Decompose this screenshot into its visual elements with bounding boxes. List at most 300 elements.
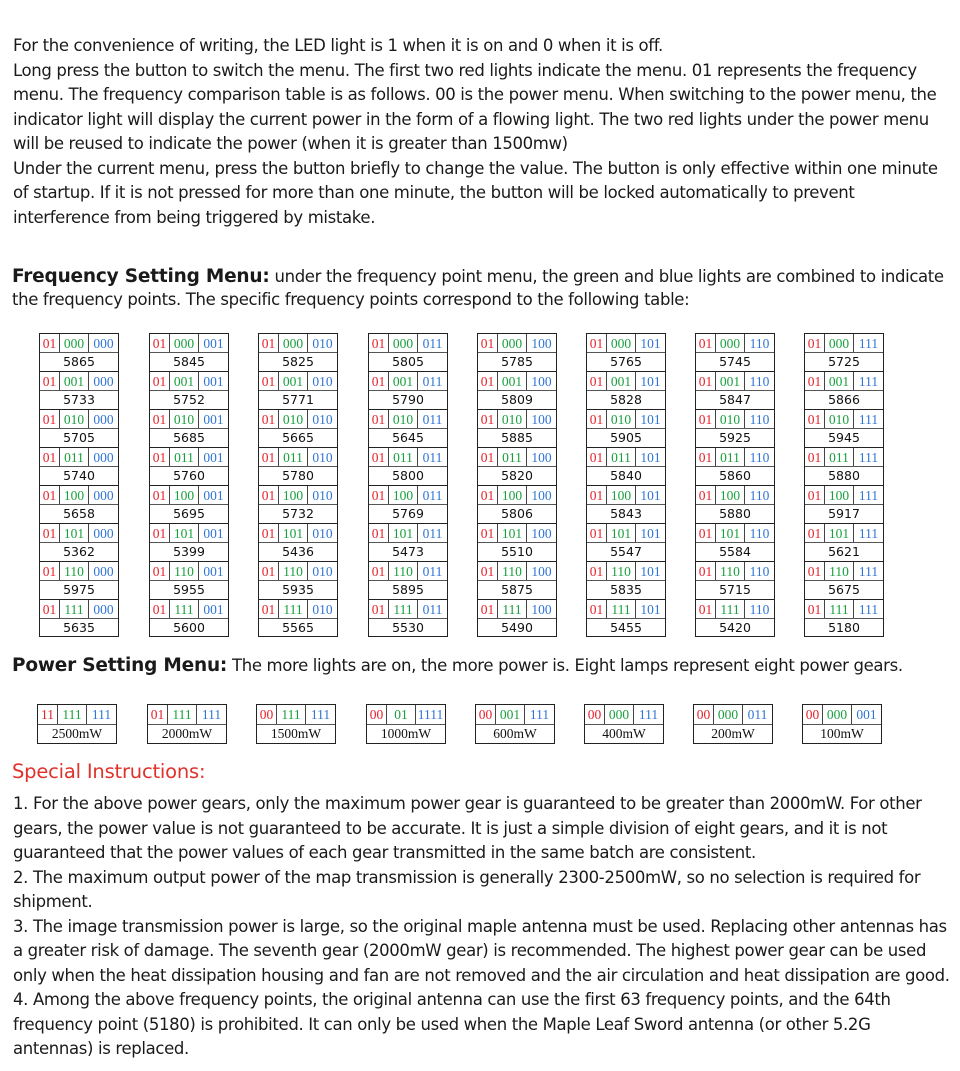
blue-led-bits: 111: [858, 563, 879, 579]
frequency-value: 5885: [501, 430, 533, 445]
frequency-value: 5695: [173, 506, 205, 521]
blue-led-bits: 000: [93, 411, 114, 427]
red-led-bits: 01: [148, 705, 168, 724]
green-led-bits: 101: [716, 524, 745, 542]
frequency-value: 5732: [282, 506, 314, 521]
frequency-value: 5675: [828, 582, 860, 597]
blue-led-bits: 001: [203, 449, 224, 465]
green-led-bits: 000: [823, 705, 852, 724]
red-led-bits: 01: [40, 524, 60, 542]
red-led-bits: 01: [805, 448, 825, 466]
frequency-cell: [150, 599, 228, 637]
green-led-bits: 011: [498, 448, 527, 466]
led-code: [587, 372, 665, 391]
power-value: 2000mW: [161, 726, 213, 741]
green-led-bits: 110: [607, 562, 636, 580]
led-code: [805, 372, 883, 391]
red-led-bits: 01: [259, 448, 279, 466]
special-item-1: 1. For the above power gears, only the maximum power gear is guaranteed to be greater than 2000mW. For other gears, the power value is not guaranteed to be accurate. It is just a simple division of eight gears, and it is not guaranteed that the power values of each gear transmitted in the same batch are consistent.: [13, 794, 922, 862]
frequency-cell: [696, 523, 774, 561]
blue-led-bits: 011: [422, 449, 443, 465]
frequency-value: 5420: [719, 620, 751, 635]
blue-led-bits: 001: [203, 525, 224, 541]
green-led-bits: 001: [60, 372, 89, 390]
red-led-bits: 01: [587, 600, 607, 618]
red-led-bits: 01: [40, 486, 60, 504]
frequency-value: 5880: [719, 506, 751, 521]
led-code: [150, 562, 228, 581]
red-led-bits: 01: [259, 372, 279, 390]
power-gear-card: [584, 704, 664, 744]
green-led-bits: 010: [716, 410, 745, 428]
red-led-bits: 01: [696, 372, 716, 390]
blue-led-bits: 010: [312, 373, 333, 389]
frequency-value: 5740: [63, 468, 95, 483]
green-led-bits: 011: [607, 448, 636, 466]
green-led-bits: 001: [496, 705, 525, 724]
led-code: [259, 524, 337, 543]
frequency-value: 5905: [610, 430, 642, 445]
frequency-cell: [478, 523, 556, 561]
green-led-bits: 111: [607, 600, 636, 618]
blue-led-bits: 111: [858, 411, 879, 427]
frequency-cell: [805, 523, 883, 561]
red-led-bits: 01: [369, 562, 389, 580]
blue-led-bits: 011: [422, 525, 443, 541]
led-code: [476, 705, 554, 725]
frequency-column: [804, 333, 884, 637]
green-led-bits: 010: [279, 410, 308, 428]
frequency-cell: [478, 447, 556, 485]
power-gear-card: [147, 704, 227, 744]
green-led-bits: 101: [389, 524, 418, 542]
frequency-value: 5840: [610, 468, 642, 483]
red-led-bits: 01: [805, 562, 825, 580]
red-led-bits: 01: [478, 524, 498, 542]
frequency-value: 5866: [828, 392, 860, 407]
frequency-cell: [150, 371, 228, 409]
green-led-bits: 010: [60, 410, 89, 428]
led-code: [367, 705, 445, 725]
green-led-bits: 110: [60, 562, 89, 580]
green-led-bits: 000: [60, 334, 89, 352]
frequency-value: 5565: [282, 620, 314, 635]
frequency-cell: [150, 334, 228, 371]
led-code: [259, 562, 337, 581]
green-led-bits: 001: [170, 372, 199, 390]
red-led-bits: 00: [367, 705, 387, 724]
led-code: [150, 334, 228, 353]
red-led-bits: 01: [805, 334, 825, 352]
red-led-bits: 01: [478, 448, 498, 466]
green-led-bits: 000: [498, 334, 527, 352]
blue-led-bits: 101: [640, 601, 661, 617]
green-led-bits: 000: [389, 334, 418, 352]
led-code: [694, 705, 772, 725]
frequency-value: 5809: [501, 392, 533, 407]
power-menu-description: The more lights are on, the more power is. Eight lamps represent eight power gears.: [227, 656, 903, 675]
green-led-bits: 110: [389, 562, 418, 580]
led-code: [478, 334, 556, 353]
red-led-bits: 01: [259, 524, 279, 542]
blue-led-bits: 001: [203, 373, 224, 389]
special-item-4: 4. Among the above frequency points, the original antenna can use the first 63 frequency points, and the 64th frequency point (5180) is prohibited. It can only be used when the Maple Leaf Sword antenna (or other 5.2G antennas) is replaced.: [13, 990, 891, 1058]
blue-led-bits: 101: [640, 563, 661, 579]
green-led-bits: 001: [279, 372, 308, 390]
frequency-column: [477, 333, 557, 637]
led-code: [805, 562, 883, 581]
frequency-value: 5584: [719, 544, 751, 559]
blue-led-bits: 100: [531, 525, 552, 541]
green-led-bits: 01: [387, 705, 416, 724]
frequency-column: [149, 333, 229, 637]
red-led-bits: 01: [696, 448, 716, 466]
frequency-cell: [696, 599, 774, 637]
red-led-bits: 01: [369, 600, 389, 618]
blue-led-bits: 110: [749, 373, 770, 389]
blue-led-bits: 001: [856, 707, 877, 722]
intro-text: [13, 34, 953, 230]
frequency-cell: [805, 561, 883, 599]
led-code: [478, 448, 556, 467]
frequency-value: 5635: [63, 620, 95, 635]
frequency-value: 5790: [392, 392, 424, 407]
red-led-bits: 01: [478, 600, 498, 618]
blue-led-bits: 100: [531, 373, 552, 389]
frequency-cell: [696, 485, 774, 523]
led-code: [40, 600, 118, 619]
blue-led-bits: 111: [91, 707, 112, 722]
frequency-cell: [478, 561, 556, 599]
red-led-bits: 01: [805, 600, 825, 618]
blue-led-bits: 000: [93, 449, 114, 465]
green-led-bits: 111: [389, 600, 418, 618]
green-led-bits: 010: [170, 410, 199, 428]
red-led-bits: 01: [478, 486, 498, 504]
led-code: [478, 372, 556, 391]
red-led-bits: 00: [803, 705, 823, 724]
frequency-value: 5769: [392, 506, 424, 521]
green-led-bits: 111: [168, 705, 197, 724]
blue-led-bits: 110: [749, 335, 770, 351]
led-code: [40, 448, 118, 467]
frequency-value: 5800: [392, 468, 424, 483]
green-led-bits: 111: [60, 600, 89, 618]
frequency-value: 5530: [392, 620, 424, 635]
green-led-bits: 110: [825, 562, 854, 580]
led-code: [805, 334, 883, 353]
blue-led-bits: 111: [858, 335, 879, 351]
power-value: 100mW: [820, 726, 864, 741]
frequency-cell: [587, 409, 665, 447]
frequency-value: 5436: [282, 544, 314, 559]
led-code: [40, 486, 118, 505]
frequency-value: 5806: [501, 506, 533, 521]
frequency-value: 5780: [282, 468, 314, 483]
led-code: [257, 705, 335, 725]
blue-led-bits: 101: [640, 335, 661, 351]
red-led-bits: 01: [805, 410, 825, 428]
red-led-bits: 01: [150, 334, 170, 352]
frequency-cell: [478, 485, 556, 523]
frequency-cell: [587, 371, 665, 409]
frequency-value: 5917: [828, 506, 860, 521]
red-led-bits: 01: [369, 334, 389, 352]
green-led-bits: 000: [716, 334, 745, 352]
frequency-cell: [369, 334, 447, 371]
frequency-value: 5875: [501, 582, 533, 597]
blue-led-bits: 110: [749, 449, 770, 465]
led-code: [478, 562, 556, 581]
green-led-bits: 010: [389, 410, 418, 428]
red-led-bits: 01: [40, 562, 60, 580]
red-led-bits: 00: [585, 705, 605, 724]
led-code: [587, 600, 665, 619]
frequency-value: 5828: [610, 392, 642, 407]
led-code: [259, 600, 337, 619]
blue-led-bits: 100: [531, 449, 552, 465]
red-led-bits: 01: [369, 372, 389, 390]
led-code: [40, 562, 118, 581]
frequency-cell: [150, 485, 228, 523]
frequency-cell: [40, 371, 118, 409]
power-value: 1000mW: [380, 726, 432, 741]
blue-led-bits: 011: [422, 487, 443, 503]
frequency-cell: [40, 561, 118, 599]
blue-led-bits: 111: [858, 525, 879, 541]
red-led-bits: 01: [696, 486, 716, 504]
frequency-table: [39, 333, 884, 637]
power-gear-card: [475, 704, 555, 744]
green-led-bits: 001: [389, 372, 418, 390]
frequency-cell: [369, 485, 447, 523]
led-code: [478, 486, 556, 505]
red-led-bits: 01: [369, 524, 389, 542]
intro-paragraph-2: Long press the button to switch the menu. The first two red lights indicate the menu. 01 represents the frequency menu. The frequency comparison table is as follows. 00 is the power menu. When switching to the power menu, the indicator light will display the current power in the form of a flowing light. The two red lights under the power menu will be reused to indicate the power (when it is greater than 1500mw): [13, 60, 937, 153]
led-code: [369, 410, 447, 429]
blue-led-bits: 000: [93, 563, 114, 579]
frequency-value: 5510: [501, 544, 533, 559]
red-led-bits: 01: [150, 600, 170, 618]
green-led-bits: 101: [825, 524, 854, 542]
red-led-bits: 01: [259, 486, 279, 504]
special-instructions-title: Special Instructions:: [12, 760, 206, 783]
blue-led-bits: 110: [749, 601, 770, 617]
led-code: [40, 372, 118, 391]
power-gear-card: [37, 704, 117, 744]
frequency-value: 5945: [828, 430, 860, 445]
led-code: [805, 410, 883, 429]
frequency-cell: [40, 409, 118, 447]
green-led-bits: 000: [825, 334, 854, 352]
frequency-cell: [696, 447, 774, 485]
frequency-cell: [587, 599, 665, 637]
red-led-bits: 01: [696, 410, 716, 428]
frequency-value: 5665: [282, 430, 314, 445]
frequency-value: 5473: [392, 544, 424, 559]
frequency-cell: [40, 334, 118, 371]
led-code: [805, 524, 883, 543]
frequency-value: 5843: [610, 506, 642, 521]
green-led-bits: 100: [279, 486, 308, 504]
blue-led-bits: 001: [203, 411, 224, 427]
frequency-value: 5752: [173, 392, 205, 407]
red-led-bits: 01: [150, 410, 170, 428]
frequency-cell: [40, 447, 118, 485]
frequency-value: 5825: [282, 354, 314, 369]
green-led-bits: 110: [279, 562, 308, 580]
red-led-bits: 01: [805, 486, 825, 504]
red-led-bits: 01: [587, 562, 607, 580]
red-led-bits: 01: [587, 524, 607, 542]
frequency-cell: [150, 409, 228, 447]
frequency-cell: [259, 523, 337, 561]
blue-led-bits: 001: [203, 563, 224, 579]
red-led-bits: 11: [38, 705, 58, 724]
green-led-bits: 101: [170, 524, 199, 542]
frequency-cell: [259, 485, 337, 523]
blue-led-bits: 1111: [417, 707, 444, 722]
frequency-cell: [805, 485, 883, 523]
led-code: [40, 524, 118, 543]
frequency-cell: [696, 409, 774, 447]
blue-led-bits: 011: [422, 601, 443, 617]
blue-led-bits: 011: [422, 563, 443, 579]
green-led-bits: 101: [279, 524, 308, 542]
power-gear-card: [256, 704, 336, 744]
red-led-bits: 01: [478, 372, 498, 390]
led-code: [150, 410, 228, 429]
frequency-cell: [478, 409, 556, 447]
blue-led-bits: 010: [312, 449, 333, 465]
blue-led-bits: 111: [638, 707, 659, 722]
led-code: [587, 410, 665, 429]
green-led-bits: 010: [607, 410, 636, 428]
frequency-menu-heading: [12, 265, 952, 311]
frequency-value: 5547: [610, 544, 642, 559]
green-led-bits: 110: [170, 562, 199, 580]
green-led-bits: 011: [279, 448, 308, 466]
red-led-bits: 01: [587, 334, 607, 352]
frequency-value: 5860: [719, 468, 751, 483]
green-led-bits: 111: [498, 600, 527, 618]
frequency-menu-title: Frequency Setting Menu:: [12, 266, 270, 287]
led-code: [478, 410, 556, 429]
frequency-cell: [587, 447, 665, 485]
blue-led-bits: 001: [203, 335, 224, 351]
power-gear-card: [802, 704, 882, 744]
red-led-bits: 01: [40, 410, 60, 428]
green-led-bits: 100: [716, 486, 745, 504]
frequency-value: 5645: [392, 430, 424, 445]
blue-led-bits: 110: [749, 411, 770, 427]
red-led-bits: 01: [478, 562, 498, 580]
blue-led-bits: 011: [422, 373, 443, 389]
blue-led-bits: 110: [749, 487, 770, 503]
led-code: [150, 372, 228, 391]
blue-led-bits: 101: [640, 411, 661, 427]
power-value: 200mW: [711, 726, 755, 741]
led-code: [585, 705, 663, 725]
blue-led-bits: 010: [312, 563, 333, 579]
frequency-value: 5715: [719, 582, 751, 597]
intro-paragraph-1: For the convenience of writing, the LED light is 1 when it is on and 0 when it is off.: [13, 36, 663, 55]
frequency-cell: [150, 447, 228, 485]
green-led-bits: 000: [170, 334, 199, 352]
frequency-value: 5399: [173, 544, 205, 559]
special-item-3: 3. The image transmission power is large, so the original maple antenna must be used. Replacing other antennas has a greater risk of damage. The seventh gear (2000mW gear) is recommended. The highest power gear can be used only when the heat dissipation housing and fan are not removed and the air circulation and heat dissipation are good.: [13, 916, 950, 985]
frequency-value: 5760: [173, 468, 205, 483]
red-led-bits: 00: [476, 705, 496, 724]
blue-led-bits: 111: [858, 449, 879, 465]
power-value: 600mW: [493, 726, 537, 741]
frequency-value: 5733: [63, 392, 95, 407]
frequency-value: 5847: [719, 392, 751, 407]
frequency-column: [695, 333, 775, 637]
led-code: [696, 562, 774, 581]
red-led-bits: 01: [478, 334, 498, 352]
green-led-bits: 100: [389, 486, 418, 504]
green-led-bits: 001: [825, 372, 854, 390]
frequency-cell: [259, 447, 337, 485]
frequency-cell: [696, 561, 774, 599]
red-led-bits: 01: [40, 448, 60, 466]
frequency-cell: [805, 447, 883, 485]
blue-led-bits: 100: [531, 601, 552, 617]
green-led-bits: 000: [714, 705, 743, 724]
green-led-bits: 001: [498, 372, 527, 390]
led-code: [369, 524, 447, 543]
green-led-bits: 011: [825, 448, 854, 466]
frequency-value: 5935: [282, 582, 314, 597]
frequency-cell: [478, 334, 556, 371]
red-led-bits: 00: [257, 705, 277, 724]
frequency-cell: [369, 447, 447, 485]
led-code: [150, 524, 228, 543]
led-code: [478, 524, 556, 543]
red-led-bits: 01: [587, 486, 607, 504]
led-code: [38, 705, 116, 725]
green-led-bits: 110: [716, 562, 745, 580]
led-code: [696, 600, 774, 619]
red-led-bits: 01: [150, 524, 170, 542]
frequency-cell: [259, 334, 337, 371]
led-code: [587, 486, 665, 505]
frequency-value: 5745: [719, 354, 751, 369]
green-led-bits: 011: [389, 448, 418, 466]
frequency-cell: [805, 334, 883, 371]
led-code: [587, 524, 665, 543]
blue-led-bits: 101: [640, 487, 661, 503]
led-code: [478, 600, 556, 619]
red-led-bits: 01: [259, 600, 279, 618]
red-led-bits: 01: [40, 600, 60, 618]
frequency-value: 5820: [501, 468, 533, 483]
green-led-bits: 101: [607, 524, 636, 542]
blue-led-bits: 101: [640, 373, 661, 389]
frequency-cell: [587, 485, 665, 523]
green-led-bits: 111: [279, 600, 308, 618]
led-code: [259, 410, 337, 429]
blue-led-bits: 100: [531, 563, 552, 579]
red-led-bits: 01: [587, 448, 607, 466]
red-led-bits: 01: [696, 524, 716, 542]
special-item-2: 2. The maximum output power of the map transmission is generally 2300-2500mW, so no selection is required for shipment.: [13, 867, 921, 911]
green-led-bits: 001: [716, 372, 745, 390]
led-code: [40, 410, 118, 429]
frequency-cell: [587, 334, 665, 371]
led-code: [587, 448, 665, 467]
